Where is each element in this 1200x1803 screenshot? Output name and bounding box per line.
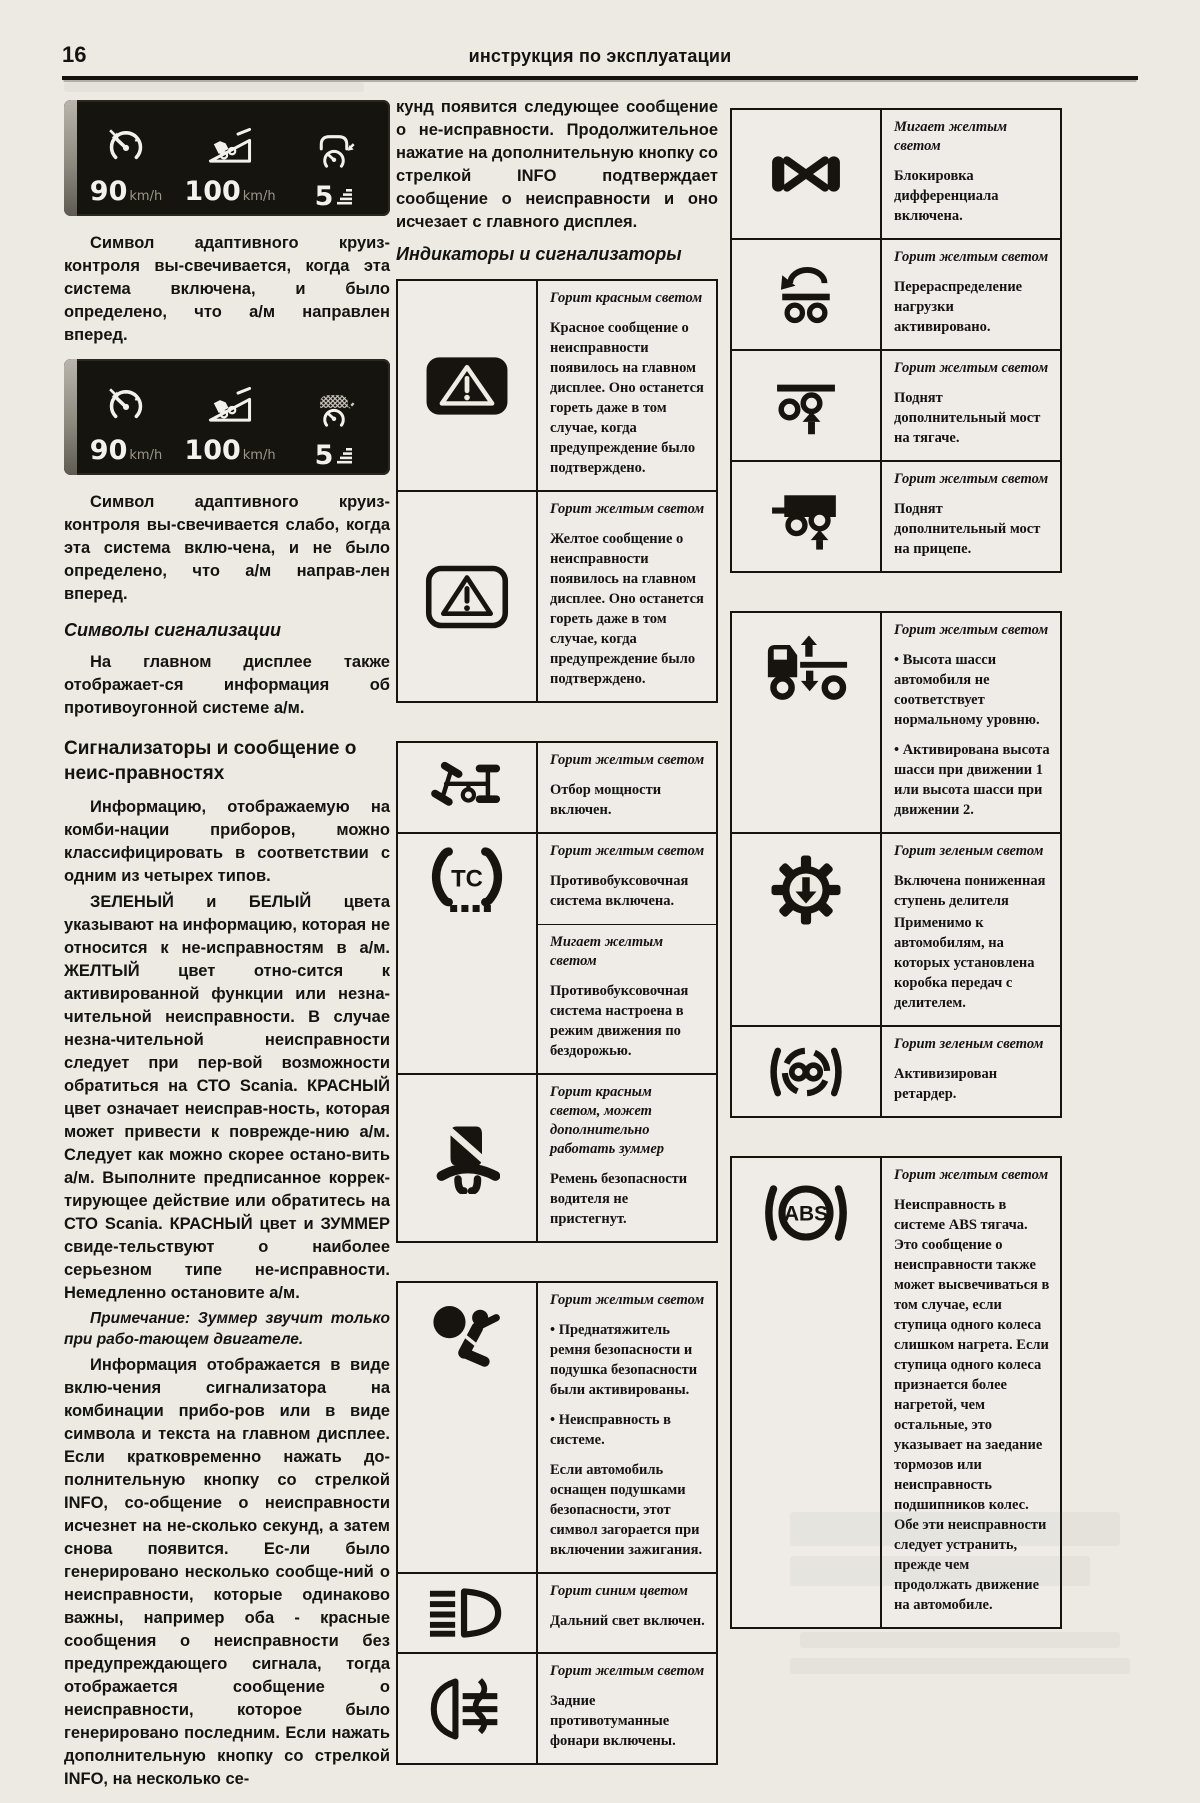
page-title: инструкция по эксплуатации — [468, 46, 732, 66]
light-mode: Горит желтым светом — [894, 622, 1049, 638]
warning-triangle-filled-icon — [425, 356, 509, 416]
page-number: 16 — [62, 42, 87, 67]
traction-control-icon — [426, 846, 508, 912]
speedometer-icon — [106, 125, 146, 177]
table-row — [398, 1283, 716, 1572]
airbag-icon — [429, 1303, 505, 1369]
light-mode: Горит красным светом — [550, 290, 703, 306]
differential-lock-icon — [768, 149, 844, 199]
paragraph-cruise-dimmed: Символ адаптивного круиз-контроля вы-свечивается слабо, когда эта система вклю-чена, и не было определено, что а/м направ-лен вперед. — [64, 493, 390, 603]
paragraph-types: Информацию, отображаемую на комби-нации приборов, можно классифицировать в соответствии с одним из четырех типов. — [64, 798, 390, 885]
table-row — [732, 1025, 1060, 1116]
table-row — [732, 832, 1060, 1025]
light-mode: Горит желтым светом — [550, 843, 705, 859]
table-row — [398, 924, 716, 1073]
warning-table-drive — [396, 741, 718, 1243]
indicator-description: Активизирован ретардер. — [894, 1066, 998, 1102]
scan-bleed-artifact — [800, 1632, 1120, 1648]
paragraph-display-behavior: Информация отображается в виде вклю-чения сигнализатора на комбинации прибо-ров или в виде символа и текста на главном дисплее. Если кратковременно нажать до-полнительную кнопку со стрелкой INFO, со-общение о неисправности исчезнет на не-сколько секунд, а затем снова появится. Ес-ли было генерировано несколько сообще-ний о неисправности, которые одинаково важны, например оба - красные сообщения о неисправности без предупреждающего сигнала, тогда отображается сообщение о неисправности, которое было генерировано последним. Если нажать дополнительную кнопку со стрелкой INFO, на несколько се- — [64, 1356, 390, 1788]
left-column — [64, 96, 390, 1794]
table-row — [398, 490, 716, 701]
table-row — [398, 1572, 716, 1652]
paragraph-continuation: кунд появится следующее сообщение о не-исправности. Продолжительное нажатие на дополнительную кнопку со стрелкой INFO подтверждает сообщение о неисправности и оно исчезает с главного дисплея. — [396, 98, 718, 231]
adaptive-cruise-dimmed-icon — [312, 389, 356, 441]
splitter-low-gear-icon — [770, 854, 842, 926]
warning-table-chassis — [730, 611, 1062, 1118]
indicator-description: Желтое сообщение о неисправности появилось на главном дисплее. Оно останется гореть даже в том случае, когда предупреждение было подтверждено. — [550, 531, 704, 687]
indicator-description: Противобуксовочная система настроена в режим движения по бездорожью. — [550, 983, 689, 1059]
indicator-description: Неисправность в системе ABS тягача. Это сообщение о неисправности также может высвечиваться в том случае, если ступица одного колеса слишком нагрета. Если ступица одного колеса признается более нагретой, чем остальные, это указывает на заедание тормозов или неисправность подшипников колес. Обе эти неисправности следует устранить, прежде чем продолжать движение на автомобиле. — [894, 1197, 1050, 1613]
header-rule — [62, 76, 1138, 80]
light-mode: Горит желтым светом — [894, 1167, 1049, 1183]
paragraph-cruise-active: Символ адаптивного круиз-контроля вы-свечивается, когда эта система включена, и было определено, что а/м направлен вперед. — [64, 234, 390, 344]
light-mode: Мигает желтым светом — [894, 119, 1008, 154]
load-transfer-icon — [773, 265, 839, 325]
light-mode: Горит желтым светом — [550, 1663, 705, 1679]
limit-speed-value: 100 km/h — [184, 176, 276, 207]
heading-indicators: Индикаторы и сигнализаторы — [396, 244, 682, 264]
table-row — [398, 743, 716, 832]
light-mode: Горит желтым светом — [894, 360, 1049, 376]
scan-bleed-artifact — [64, 82, 364, 92]
adaptive-cruise-icon — [312, 130, 356, 182]
gear-value: 5 — [315, 182, 354, 212]
warning-table-triangles — [396, 279, 718, 703]
table-row — [732, 238, 1060, 349]
indicator-description: Дальний свет включен. — [550, 1613, 705, 1629]
limit-speed-value: 100 km/h — [184, 435, 276, 466]
page-header — [62, 42, 1138, 80]
table-row — [398, 832, 716, 924]
indicator-description: • Неисправность в системе. — [550, 1412, 671, 1448]
heading-signals-faults: Сигнализаторы и сообщение о неис-правностях — [64, 738, 357, 784]
abs-icon — [758, 1178, 854, 1248]
gear-value: 5 — [315, 441, 354, 471]
table-row — [398, 281, 716, 490]
high-beam-icon — [427, 1586, 507, 1640]
table-row — [398, 1073, 716, 1241]
trailer-axle-lifted-icon — [768, 484, 844, 550]
power-take-off-icon — [428, 760, 506, 816]
note-buzzer: Примечание: Зуммер звучит только при рабо-тающем двигателе. — [64, 1310, 390, 1348]
indicator-description: Перераспределение нагрузки активировано. — [894, 279, 1023, 335]
indicator-description: Поднят дополнительный мост на тягаче. — [894, 390, 1041, 446]
indicator-description: Если автомобиль оснащен подушками безопасности, этот символ загорается при включении зажигания. — [550, 1462, 703, 1558]
table-row — [732, 110, 1060, 238]
seat-belt-icon — [434, 1122, 500, 1194]
main-display-dimmed — [64, 359, 390, 475]
downhill-speed-control-icon — [207, 384, 253, 436]
tractor-axle-lifted-icon — [770, 375, 842, 437]
speedometer-icon — [106, 384, 146, 436]
retarder-icon — [764, 1041, 848, 1103]
table-row — [732, 460, 1060, 571]
set-speed-value: 90 km/h — [89, 176, 163, 207]
gap-bars-icon — [337, 447, 353, 465]
indicator-description: • Преднатяжитель ремня безопасности и подушка безопасности были активированы. — [550, 1322, 698, 1398]
scan-bleed-artifact — [790, 1556, 1090, 1586]
indicator-description: Ремень безопасности водителя не пристегнут. — [550, 1171, 688, 1227]
light-mode: Горит желтым светом — [894, 471, 1049, 487]
svg-text:TC: TC — [451, 865, 483, 893]
indicator-description: Включена пониженная ступень делителя — [894, 873, 1046, 909]
light-mode: Горит зеленым светом — [894, 843, 1044, 859]
chassis-height-icon — [762, 633, 850, 701]
indicator-description: • Высота шасси автомобиля не соответствует нормальному уровню. — [894, 652, 1040, 728]
light-mode: Мигает желтым светом — [550, 934, 664, 969]
indicator-description: Отбор мощности включен. — [550, 782, 662, 818]
warning-table-axles — [730, 108, 1062, 573]
warning-table-safety-lights — [396, 1281, 718, 1765]
main-display-active — [64, 100, 390, 216]
table-row — [732, 613, 1060, 832]
heading-alarm-symbols: Символы сигнализации — [64, 620, 282, 640]
light-mode: Горит желтым светом — [550, 501, 705, 517]
svg-text:ABS: ABS — [783, 1202, 829, 1226]
indicator-description: Применимо к автомобилям, на которых установлена коробка передач с делителем. — [894, 915, 1035, 1011]
light-mode: Горит синим цветом — [550, 1583, 688, 1599]
right-column — [730, 108, 1062, 1667]
light-mode: Горит желтым светом — [550, 752, 705, 768]
indicator-description: Красное сообщение о неисправности появилось на главном дисплее. Оно останется гореть даже в том случае, когда предупреждение было подтверждено. — [550, 320, 704, 476]
gap-bars-icon — [337, 188, 353, 206]
indicator-description: Задние противотуманные фонари включены. — [550, 1693, 676, 1749]
table-row — [398, 1652, 716, 1763]
light-mode: Горит красным светом, может дополнительно работать зуммер — [550, 1084, 665, 1157]
indicator-description: Противобуксовочная система включена. — [550, 873, 689, 909]
indicator-description: Блокировка дифференциала включена. — [894, 168, 999, 224]
light-mode: Горит зеленым светом — [894, 1036, 1044, 1052]
scan-bleed-artifact — [790, 1512, 1120, 1546]
middle-column — [396, 96, 718, 1803]
downhill-speed-control-icon — [207, 125, 253, 177]
light-mode: Горит желтым светом — [894, 249, 1049, 265]
indicator-description: Поднят дополнительный мост на прицепе. — [894, 501, 1041, 557]
table-row — [732, 349, 1060, 460]
set-speed-value: 90 km/h — [89, 435, 163, 466]
light-mode: Горит желтым светом — [550, 1292, 705, 1308]
rear-fog-light-icon — [428, 1677, 506, 1741]
indicator-description: • Активирована высота шасси при движении 1 или высота шасси при движении 2. — [894, 742, 1050, 818]
paragraph-colors: ЗЕЛЕНЫЙ и БЕЛЫЙ цвета указывают на информацию, которая не относится к не-исправностям в а/м. ЖЕЛТЫЙ цвет отно-сится к активированной функции или незна-чительной неисправности. В случае незна-чительной неисправности следует при пер-вой возможности обратиться на СТО Scania. КРАСНЫЙ цвет означает неисправ-ность, которая может привести к поврежде-нию а/м. Следует как можно скорее остано-вить а/м. Выполните предписанное коррек-тирующее действие или обратитесь на СТО Scania. КРАСНЫЙ цвет и ЗУММЕР свиде-тельствуют о наиболее серьезном типе не-исправности. Немедленно остановите а/м. — [64, 893, 390, 1302]
paragraph-alarm-info: На главном дисплее также отображает-ся информация об противоугонной системе а/м. — [64, 653, 390, 717]
warning-triangle-outline-icon — [425, 565, 509, 629]
scan-bleed-artifact — [790, 1658, 1130, 1674]
